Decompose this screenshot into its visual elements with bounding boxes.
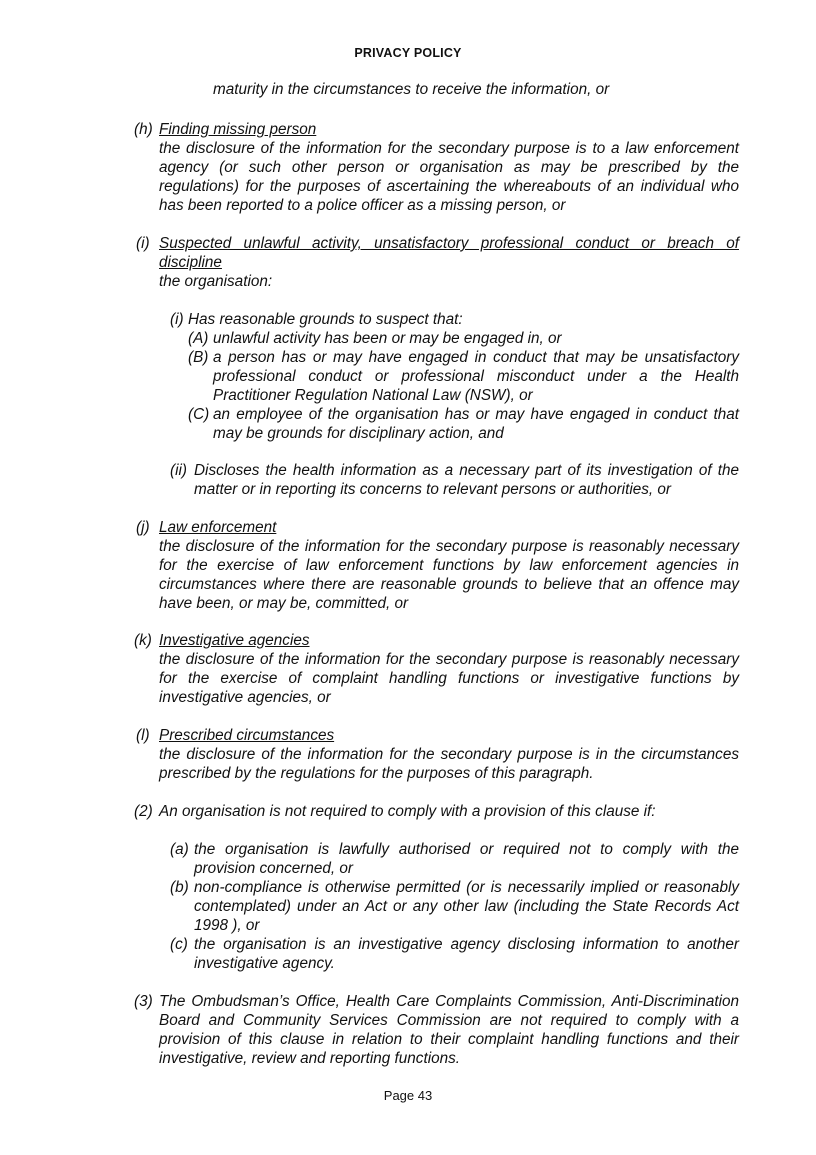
item-l-text: the disclosure of the information for the secondary purpose is in the circumstances prescribed by the regulations for the purposes of this paragraph. [159, 746, 739, 782]
item-i-sub1-text: Has reasonable grounds to suspect that: [188, 311, 463, 328]
item-j-heading: Law enforcement [159, 519, 277, 536]
page-number: Page 43 [383, 1088, 433, 1103]
para-3-label: (3) [134, 993, 153, 1010]
para-2-a-label: (a) [170, 841, 189, 858]
para-2-b-text: non-compliance is otherwise permitted (or is necessarily implied or reasonably contemplated) under an Act or any other law (including the State Records Act 1998 ), or [194, 879, 739, 934]
item-i-sub1-label: (i) [170, 311, 184, 328]
item-i [159, 234, 739, 291]
item-h [159, 120, 739, 215]
item-k-text: the disclosure of the information for the secondary purpose is reasonably necessary for the exercise of complaint handling functions or investigative functions by investigative agencies, or [159, 651, 739, 706]
para-2-text: An organisation is not required to comply with a provision of this clause if: [159, 803, 656, 820]
item-h-text: the disclosure of the information for the secondary purpose is to a law enforcement agency (or such other person or organisation as may be prescribed by the regulations) for the purposes of ascertaining the whereabouts of an individual who has been reported to a police officer as a missing person, or [159, 140, 739, 214]
para-2-c-label: (c) [170, 936, 188, 953]
item-i-intro: the organisation: [159, 273, 273, 290]
item-i-sub1-b-text: a person has or may have engaged in conduct that may be unsatisfactory professional conduct or professional misconduct under a the Health Practitioner Regulation National Law (NSW), or [213, 349, 739, 404]
para-2-c-text: the organisation is an investigative agency disclosing information to another investigative agency. [194, 936, 739, 972]
item-i-sub1-a-label: (A) [188, 330, 209, 347]
item-k [159, 631, 739, 707]
item-l [159, 726, 739, 783]
para-3-text: The Ombudsman’s Office, Health Care Complaints Commission, Anti-Discrimination Board and Community Services Commission are not required to comply with a provision of this clause in relation to their complaint handling functions and their investigative, review and reporting functions. [159, 993, 739, 1067]
item-j-text: the disclosure of the information for the secondary purpose is reasonably necessary for the exercise of law enforcement functions by law enforcement agencies in circumstances where there are reasonable grounds to believe that an offence may have been, or may be, committed, or [159, 538, 739, 612]
item-j-label: (j) [136, 519, 150, 536]
item-h-heading: Finding missing person [159, 121, 317, 138]
item-j [159, 518, 739, 613]
item-i-sub2-text: Discloses the health information as a necessary part of its investigation of the matter or in reporting its concerns to relevant persons or authorities, or [194, 462, 739, 498]
item-i-sub1-a-text: unlawful activity has been or may be engaged in, or [213, 330, 562, 347]
para-2-a-text: the organisation is lawfully authorised or required not to comply with the provision concerned, or [194, 841, 739, 877]
para-2-b-label: (b) [170, 879, 189, 896]
continuation-text: maturity in the circumstances to receive the information, or [213, 81, 610, 98]
item-k-heading: Investigative agencies [159, 632, 310, 649]
page-header: PRIVACY POLICY [354, 46, 462, 60]
item-i-sub1-b-label: (B) [188, 349, 209, 366]
item-i-sub1-c-label: (C) [188, 406, 210, 423]
item-i-sub1-c-text: an employee of the organisation has or may have engaged in conduct that may be grounds for disciplinary action, and [213, 406, 739, 442]
item-i-label: (i) [136, 235, 150, 252]
para-2-label: (2) [134, 803, 153, 820]
item-h-label: (h) [134, 121, 153, 138]
item-i-sub2-label: (ii) [170, 462, 187, 479]
item-k-label: (k) [134, 632, 152, 649]
item-l-heading: Prescribed circumstances [159, 727, 335, 744]
item-i-heading: Suspected unlawful activity, unsatisfactory professional conduct or breach of discipline [159, 235, 739, 271]
item-l-label: (l) [136, 727, 150, 744]
